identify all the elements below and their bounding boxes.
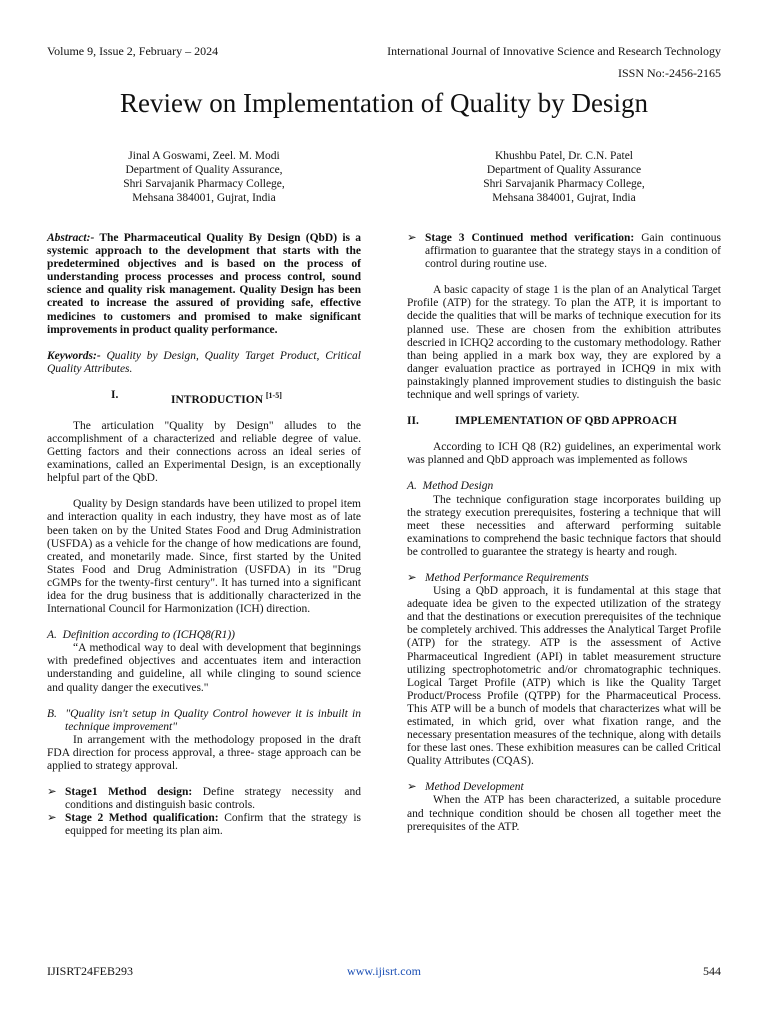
bullet-label: Stage 3 Continued method verification: — [425, 232, 635, 244]
intro-paragraph-2: Quality by Design standards have been utilized to propel item and interaction quality in each industry, they have most as of late been taken on by the United States Food and Drug Administration (USFDA) as a vehicle for the change of how medications are found, created, and monetarily made. Since, first started by the United States Food and Drug Administration (USFDA) in its "Drug cGMPs for the twenty-first century". It has turned into a significant idea for the drug business that is additionally characterized in the International Council for Harmonization (ICH) direction. — [47, 498, 361, 616]
bullet-stage1 — [47, 786, 361, 812]
paper-title: Review on Implementation of Quality by Design — [120, 88, 648, 118]
header-issn: ISSN No:-2456-2165 — [617, 66, 721, 80]
arrow-bullet-icon: ➢ — [407, 232, 417, 244]
author-block-left — [74, 149, 334, 205]
subsection-b-heading: B. "Quality isn't setup in Quality Control however it is inbuilt in technique improvement" — [47, 707, 361, 733]
method-performance-text: Using a QbD approach, it is fundamental at this stage that adequate idea be given to the expected utilization of the strategy and that the destinations or execution prerequisites of the technique be completely archived. This addresses the Analytical Target Profile (ATP) for the strategy. ATP is the assessment of Active Pharmaceutical Ingredient (API) in tablet measurement structure utilizing spectrophotometric and/or chromatographic techniques. Logical Target Profile (ATP) which is like the Quality Target Product/Process Profile (QTPP) for the Pharmaceutical Process. This ATP will be a bunch of models that characterizes what will be estimated, in which grid, over what fixation range, and the necessary presentation measures of the technique, along with details for these last ones. These exhibition measures can be called Critical Quality Attributes (CQAS). — [407, 585, 721, 768]
header-volume: Volume 9, Issue 2, February – 2024 — [47, 44, 219, 58]
page-number: 544 — [703, 964, 721, 978]
bullet-stage3 — [407, 232, 721, 271]
footer-url-link[interactable]: www.ijisrt.com — [347, 964, 421, 978]
arrow-bullet-icon: ➢ — [47, 786, 57, 799]
bullet-body: Confirm that the strategy is equipped for meeting its plan aim. — [65, 812, 361, 838]
atp-paragraph: A basic capacity of stage 1 is the plan of an Analytical Target Profile (ATP) for the strategy. To plan the ATP, it is important to decide the qualities that will be marks of technique execution for its planned use. These are chosen from the exhibition attributes descried in ICHQ2 according to the customary methodology. Rather than being applied in a mark box way, they are explored by a danger evaluation practice as portrayed in ICHQ9 in mix with painstakingly planned improvement studies to distinguish the basic technique and well springs of variety. — [407, 284, 721, 402]
section-title-text: INTRODUCTION — [171, 393, 266, 406]
intro-paragraph-1: The articulation "Quality by Design" alludes to the accomplishment of a characterized and reliable degree of value. Getting factors and their connections across an ideal series of examinations, called an Experimental Design, is an exceptionally helpful part of the QbD. — [47, 419, 361, 485]
subsection-a-text: “A methodical way to deal with development that beginnings with predefined objectives and accentuates item and interaction understanding and guideline, all while clinging to sound science and quality danger the executives." — [47, 642, 361, 694]
subheading-text: Method Performance Requirements — [425, 571, 589, 584]
right-column — [407, 232, 721, 834]
section-title: IMPLEMENTATION OF QBD APPROACH — [455, 415, 677, 428]
author-city: Mehsana 384001, Gujrat, India — [492, 192, 636, 204]
left-column — [47, 232, 361, 838]
section-number: I. — [111, 388, 119, 401]
method-development-text: When the ATP has been characterized, a suitable procedure and technique condition should be chosen all together meet the prerequisites of the ATP. — [407, 794, 721, 833]
bullet-text — [65, 812, 361, 838]
author-names: Khushbu Patel, Dr. C.N. Patel — [495, 150, 633, 162]
author-block-right — [434, 149, 694, 205]
bullet-text — [65, 786, 361, 812]
bullet-label: Stage1 Method design: — [65, 786, 193, 799]
subsection-a-heading: A. Definition according to (ICHQ8(R1)) — [47, 629, 236, 642]
abstract-label: Abstract:- — [47, 232, 95, 244]
section-number: II. — [407, 415, 419, 428]
header-journal: International Journal of Innovative Science and Research Technology — [387, 44, 721, 58]
author-college: Shri Sarvajanik Pharmacy College, — [483, 178, 645, 190]
section-ref: [1-5] — [265, 390, 282, 400]
method-performance-heading — [407, 572, 721, 585]
author-dept: Department of Quality Assurance, — [125, 164, 283, 176]
method-development-heading — [407, 781, 721, 794]
arrow-bullet-icon: ➢ — [407, 571, 417, 584]
method-design-heading: A. Method Design — [407, 480, 494, 493]
keywords — [47, 350, 361, 376]
bullet-text — [425, 232, 721, 271]
author-city: Mehsana 384001, Gujrat, India — [132, 192, 276, 204]
bullet-label: Stage 2 Method qualification: — [65, 812, 219, 825]
bullet-body: Define strategy necessity and conditions and distinguish basic controls. — [65, 786, 361, 812]
author-names: Jinal A Goswami, Zeel. M. Modi — [128, 150, 280, 162]
implementation-paragraph: According to ICH Q8 (R2) guidelines, an experimental work was planned and QbD approach was implemented as follows — [407, 441, 721, 467]
arrow-bullet-icon: ➢ — [47, 812, 57, 825]
section-heading-implementation — [407, 415, 721, 428]
keywords-label: Keywords:- — [47, 349, 101, 362]
keywords-text: Quality by Design, Quality Target Product, Critical Quality Attributes. — [47, 349, 361, 375]
section-heading-introduction — [47, 389, 361, 407]
bullet-body: Gain continuous affirmation to guarantee that the strategy stays in a condition of control during routine use. — [425, 232, 722, 271]
bullet-stage2 — [47, 812, 361, 838]
method-design-text: The technique configuration stage incorporates building up the strategy execution prerequisites, fostering a technique that will meet these necessities and afterward performing suitable examinations to comprehend the basic technique factors that should be controlled to guarantee the strategy is hearty and rough. — [407, 493, 721, 558]
footer-code: IJISRT24FEB293 — [47, 964, 133, 978]
arrow-bullet-icon: ➢ — [407, 781, 417, 794]
abstract — [47, 232, 361, 337]
abstract-text: The Pharmaceutical Quality By Design (QbD) is a systemic approach to the development that starts with the predetermined objectives and is based on the process of understanding process processes and process control, sound science and quality risk management. Quality Design has been created to increase the assured of providing safe, effective medicines to customers and promised to make significant improvements in product quality performance. — [47, 232, 361, 336]
author-dept: Department of Quality Assurance — [486, 164, 642, 176]
author-college: Shri Sarvajanik Pharmacy College, — [123, 178, 285, 190]
subheading-text: Method Development — [425, 781, 524, 794]
section-title — [171, 389, 282, 407]
subsection-b-text: In arrangement with the methodology proposed in the draft FDA direction for process approval, a three- stage approach can be applied to strategy approval. — [47, 733, 361, 773]
